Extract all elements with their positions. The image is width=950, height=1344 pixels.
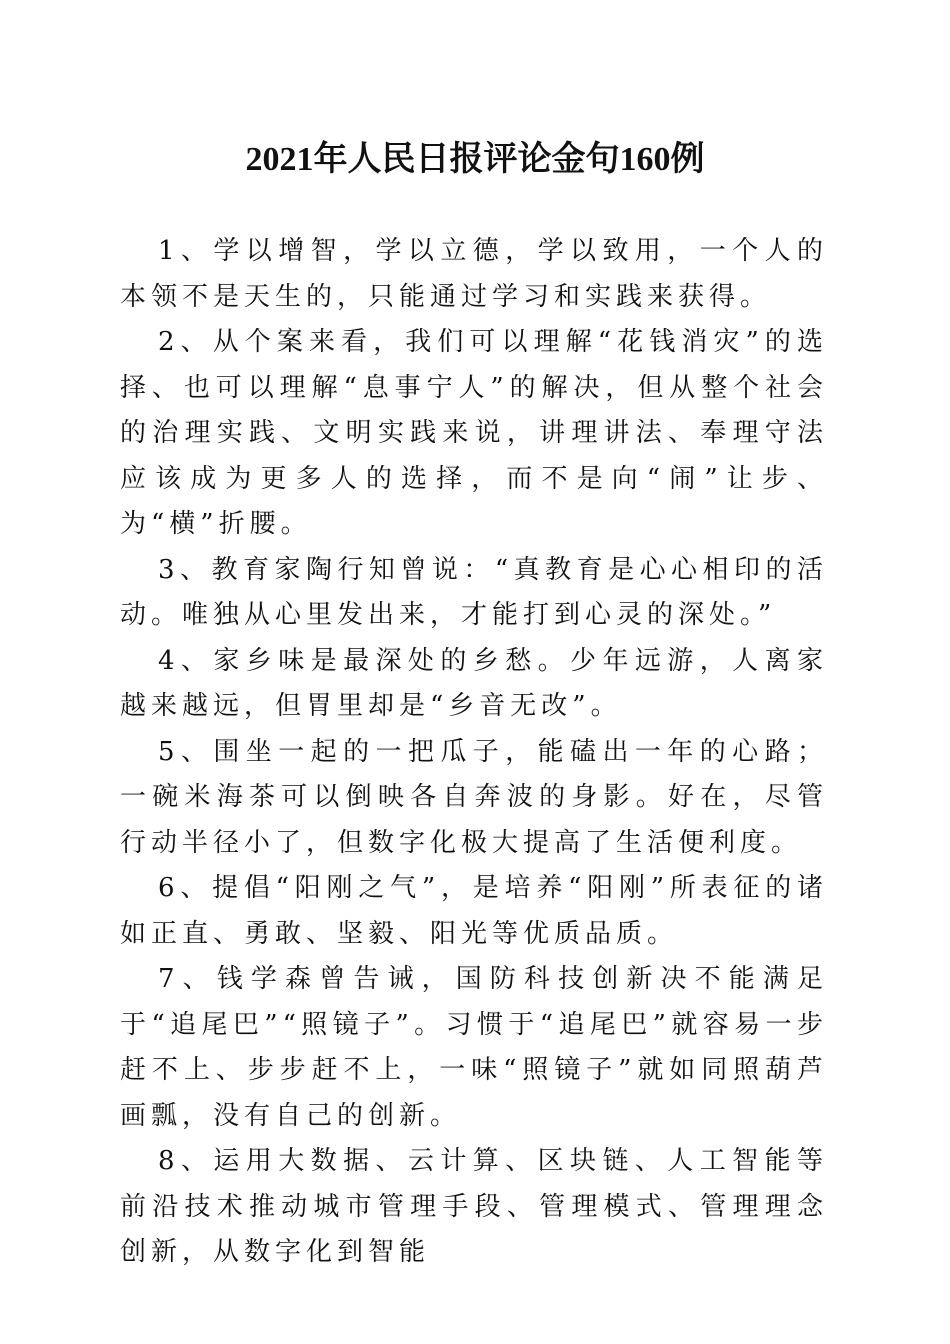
paragraph-4: 4、家乡味是最深处的乡愁。少年远游，人离家越来越远，但胃里却是“乡音无改”。 (120, 645, 828, 721)
paragraph-5: 5、围坐一起的一把瓜子，能磕出一年的心路；一碗米海茶可以倒映各自奔波的身影。好在，尽管行动半径小了，但数字化极大提高了生活便利度。 (120, 736, 828, 858)
paragraph-1: 1、学以增智，学以立德，学以致用，一个人的本领不是天生的，只能通过学习和实践来获得。 (120, 236, 828, 312)
document-title: 2021年人民日报评论金句160例 (245, 141, 705, 178)
paragraph-7: 7、钱学森曾告诫，国防科技创新决不能满足于“追尾巴”“照镜子”。习惯于“追尾巴”就容易一步赶不上、步步赶不上，一味“照镜子”就如同照葫芦画瓢，没有自己的创新。 (120, 964, 828, 1131)
paragraph-6: 6、提倡“阳刚之气”，是培养“阳刚”所表征的诸如正直、勇敢、坚毅、阳光等优质品质。 (120, 873, 828, 949)
paragraph-3: 3、教育家陶行知曾说：“真教育是心心相印的活动。唯独从心里发出来，才能打到心灵的深处。” (120, 554, 828, 630)
paragraph-8: 8、运用大数据、云计算、区块链、人工智能等前沿技术推动城市管理手段、管理模式、管理理念创新，从数字化到智能 (120, 1146, 828, 1267)
document-body (120, 229, 828, 1276)
paragraph-2: 2、从个案来看，我们可以理解“花钱消灾”的选择、也可以理解“息事宁人”的解决，但从整个社会的治理实践、文明实践来说，讲理讲法、奉理守法应该成为更多人的选择，而不是向“闹”让步、为“横”折腰。 (120, 327, 828, 539)
